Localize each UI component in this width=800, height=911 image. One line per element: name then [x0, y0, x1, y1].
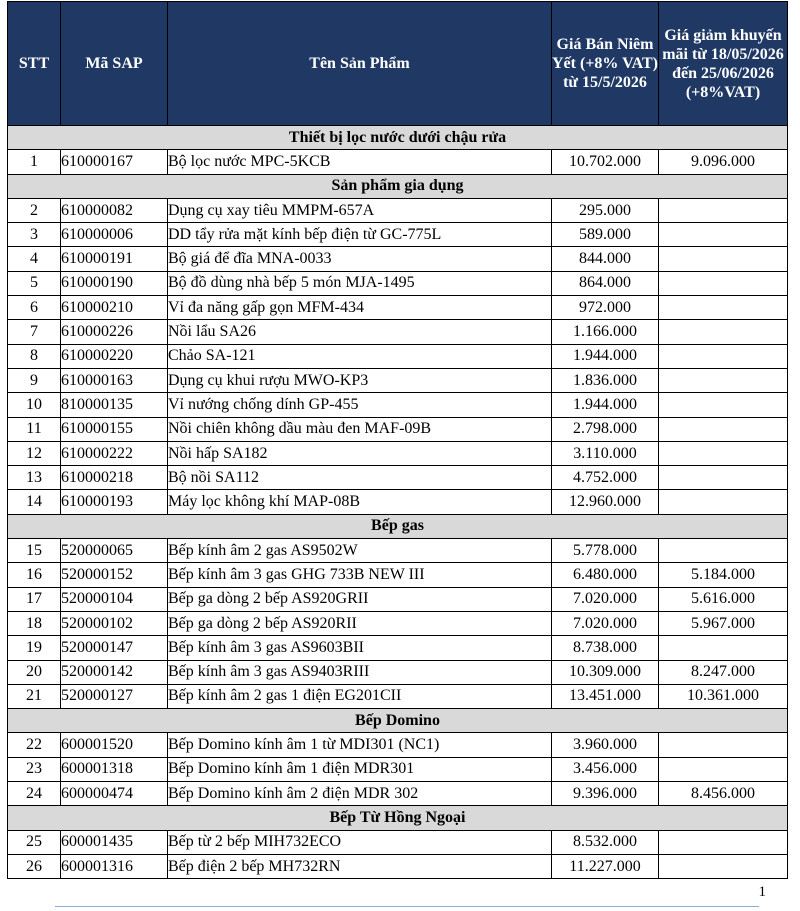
- row-promo-price: [659, 320, 788, 344]
- category-row: [8, 126, 788, 150]
- row-product-name: Vỉ đa năng gấp gọn MFM-434: [168, 296, 552, 320]
- category-row: [8, 514, 788, 538]
- page-number: 1: [758, 884, 766, 900]
- row-promo-price: [659, 198, 788, 222]
- row-list-price: 7.020.000: [552, 611, 659, 635]
- row-sap-code: 520000142: [61, 660, 168, 684]
- table-row: [8, 296, 788, 320]
- row-sap-code: 610000155: [61, 417, 168, 441]
- category-row: [8, 806, 788, 830]
- table-row: [8, 830, 788, 854]
- table-row: [8, 344, 788, 368]
- table-row: [8, 611, 788, 635]
- header-promo-price: Giá giảm khuyến mãi từ 18/05/2026 đến 25/06/2026 (+8%VAT): [659, 2, 788, 126]
- row-promo-price: [659, 490, 788, 514]
- row-sap-code: 600001318: [61, 757, 168, 781]
- row-stt: 24: [8, 782, 61, 806]
- header-stt: STT: [8, 2, 61, 126]
- category-title: Thiết bị lọc nước dưới chậu rửa: [8, 126, 788, 150]
- row-sap-code: 600001435: [61, 830, 168, 854]
- row-sap-code: 610000218: [61, 466, 168, 490]
- row-list-price: 1.944.000: [552, 344, 659, 368]
- row-promo-price: [659, 733, 788, 757]
- row-promo-price: [659, 830, 788, 854]
- row-list-price: 1.944.000: [552, 393, 659, 417]
- row-product-name: Bộ nồi SA112: [168, 466, 552, 490]
- table-row: [8, 587, 788, 611]
- row-stt: 12: [8, 441, 61, 465]
- row-stt: 7: [8, 320, 61, 344]
- table-row: [8, 320, 788, 344]
- row-stt: 20: [8, 660, 61, 684]
- table-row: [8, 223, 788, 247]
- row-sap-code: 610000193: [61, 490, 168, 514]
- row-stt: 3: [8, 223, 61, 247]
- table-row: [8, 660, 788, 684]
- category-title: Sản phẩm gia dụng: [8, 174, 788, 198]
- row-sap-code: 520000127: [61, 684, 168, 708]
- table-row: [8, 198, 788, 222]
- row-stt: 16: [8, 563, 61, 587]
- row-stt: 15: [8, 539, 61, 563]
- row-sap-code: 520000065: [61, 539, 168, 563]
- row-sap-code: 810000135: [61, 393, 168, 417]
- row-promo-price: [659, 854, 788, 878]
- table-row: [8, 393, 788, 417]
- row-sap-code: 610000190: [61, 271, 168, 295]
- table-row: [8, 854, 788, 878]
- row-product-name: Bếp Domino kính âm 1 từ MDI301 (NC1): [168, 733, 552, 757]
- table-row: [8, 368, 788, 392]
- row-stt: 5: [8, 271, 61, 295]
- row-promo-price: 5.967.000: [659, 611, 788, 635]
- row-product-name: Bộ giá để đĩa MNA-0033: [168, 247, 552, 271]
- row-stt: 18: [8, 611, 61, 635]
- table-row: [8, 417, 788, 441]
- row-promo-price: [659, 296, 788, 320]
- row-list-price: 10.309.000: [552, 660, 659, 684]
- table-row: [8, 441, 788, 465]
- row-product-name: Bộ đồ dùng nhà bếp 5 món MJA-1495: [168, 271, 552, 295]
- row-promo-price: 9.096.000: [659, 150, 788, 174]
- row-list-price: 589.000: [552, 223, 659, 247]
- category-row: [8, 709, 788, 733]
- row-stt: 8: [8, 344, 61, 368]
- row-list-price: 11.227.000: [552, 854, 659, 878]
- row-sap-code: 600000474: [61, 782, 168, 806]
- table-row: [8, 733, 788, 757]
- row-promo-price: [659, 466, 788, 490]
- row-stt: 1: [8, 150, 61, 174]
- row-list-price: 972.000: [552, 296, 659, 320]
- row-promo-price: 5.616.000: [659, 587, 788, 611]
- row-list-price: 12.960.000: [552, 490, 659, 514]
- row-promo-price: [659, 223, 788, 247]
- row-list-price: 864.000: [552, 271, 659, 295]
- row-product-name: Vỉ nướng chống dính GP-455: [168, 393, 552, 417]
- row-product-name: Bếp ga dòng 2 bếp AS920GRII: [168, 587, 552, 611]
- table-row: [8, 271, 788, 295]
- row-list-price: 3.960.000: [552, 733, 659, 757]
- footer-divider: [55, 906, 759, 907]
- row-list-price: 1.166.000: [552, 320, 659, 344]
- row-stt: 22: [8, 733, 61, 757]
- row-promo-price: [659, 417, 788, 441]
- table-row: [8, 563, 788, 587]
- row-product-name: Dụng cụ xay tiêu MMPM-657A: [168, 198, 552, 222]
- row-product-name: Nồi lẩu SA26: [168, 320, 552, 344]
- row-stt: 19: [8, 636, 61, 660]
- row-sap-code: 610000222: [61, 441, 168, 465]
- row-stt: 6: [8, 296, 61, 320]
- row-list-price: 6.480.000: [552, 563, 659, 587]
- row-list-price: 3.456.000: [552, 757, 659, 781]
- category-title: Bếp Domino: [8, 709, 788, 733]
- row-promo-price: [659, 247, 788, 271]
- row-list-price: 4.752.000: [552, 466, 659, 490]
- row-product-name: Bếp kính âm 3 gas AS9403RIII: [168, 660, 552, 684]
- row-product-name: Bếp kính âm 3 gas AS9603BII: [168, 636, 552, 660]
- table-row: [8, 466, 788, 490]
- row-list-price: 8.532.000: [552, 830, 659, 854]
- row-sap-code: 610000220: [61, 344, 168, 368]
- row-product-name: Bếp từ 2 bếp MIH732ECO: [168, 830, 552, 854]
- row-product-name: Bộ lọc nước MPC-5KCB: [168, 150, 552, 174]
- row-product-name: Bếp kính âm 2 gas 1 điện EG201CII: [168, 684, 552, 708]
- row-product-name: Máy lọc không khí MAP-08B: [168, 490, 552, 514]
- row-list-price: 2.798.000: [552, 417, 659, 441]
- row-stt: 23: [8, 757, 61, 781]
- row-promo-price: 8.456.000: [659, 782, 788, 806]
- row-promo-price: [659, 441, 788, 465]
- header-row: [8, 2, 788, 126]
- row-list-price: 8.738.000: [552, 636, 659, 660]
- row-product-name: Dụng cụ khui rượu MWO-KP3: [168, 368, 552, 392]
- row-product-name: Chảo SA-121: [168, 344, 552, 368]
- row-sap-code: 520000147: [61, 636, 168, 660]
- row-list-price: 9.396.000: [552, 782, 659, 806]
- row-product-name: Bếp Domino kính âm 1 điện MDR301: [168, 757, 552, 781]
- row-stt: 9: [8, 368, 61, 392]
- row-stt: 2: [8, 198, 61, 222]
- row-stt: 26: [8, 854, 61, 878]
- table-row: [8, 782, 788, 806]
- row-sap-code: 610000006: [61, 223, 168, 247]
- row-sap-code: 610000210: [61, 296, 168, 320]
- category-title: Bếp Từ Hồng Ngoại: [8, 806, 788, 830]
- row-stt: 14: [8, 490, 61, 514]
- row-product-name: Bếp Domino kính âm 2 điện MDR 302: [168, 782, 552, 806]
- row-product-name: Bếp ga dòng 2 bếp AS920RII: [168, 611, 552, 635]
- row-promo-price: [659, 393, 788, 417]
- row-product-name: Nồi hấp SA182: [168, 441, 552, 465]
- table-row: [8, 757, 788, 781]
- row-stt: 25: [8, 830, 61, 854]
- table-row: [8, 636, 788, 660]
- row-stt: 17: [8, 587, 61, 611]
- table-row: [8, 247, 788, 271]
- row-sap-code: 600001520: [61, 733, 168, 757]
- row-list-price: 295.000: [552, 198, 659, 222]
- category-row: [8, 174, 788, 198]
- row-product-name: DD tẩy rửa mặt kính bếp điện từ GC-775L: [168, 223, 552, 247]
- row-promo-price: [659, 757, 788, 781]
- table-row: [8, 539, 788, 563]
- header-sap-code: Mã SAP: [61, 2, 168, 126]
- row-list-price: 13.451.000: [552, 684, 659, 708]
- row-sap-code: 520000102: [61, 611, 168, 635]
- table-row: [8, 490, 788, 514]
- row-promo-price: 8.247.000: [659, 660, 788, 684]
- row-promo-price: [659, 539, 788, 563]
- row-sap-code: 610000191: [61, 247, 168, 271]
- row-promo-price: 5.184.000: [659, 563, 788, 587]
- row-promo-price: [659, 636, 788, 660]
- row-sap-code: 600001316: [61, 854, 168, 878]
- row-list-price: 3.110.000: [552, 441, 659, 465]
- row-sap-code: 520000152: [61, 563, 168, 587]
- row-stt: 13: [8, 466, 61, 490]
- header-product-name: Tên Sản Phẩm: [168, 2, 552, 126]
- table-row: [8, 150, 788, 174]
- row-list-price: 10.702.000: [552, 150, 659, 174]
- row-product-name: Nồi chiên không dầu màu đen MAF-09B: [168, 417, 552, 441]
- row-stt: 21: [8, 684, 61, 708]
- row-list-price: 7.020.000: [552, 587, 659, 611]
- row-promo-price: [659, 271, 788, 295]
- header-list-price: Giá Bán Niêm Yết (+8% VAT) từ 15/5/2026: [552, 2, 659, 126]
- price-table: [7, 1, 788, 879]
- row-stt: 4: [8, 247, 61, 271]
- row-product-name: Bếp kính âm 2 gas AS9502W: [168, 539, 552, 563]
- row-list-price: 5.778.000: [552, 539, 659, 563]
- row-promo-price: [659, 344, 788, 368]
- table-row: [8, 684, 788, 708]
- table-body: [8, 126, 788, 879]
- row-list-price: 844.000: [552, 247, 659, 271]
- row-promo-price: [659, 368, 788, 392]
- category-title: Bếp gas: [8, 514, 788, 538]
- row-promo-price: 10.361.000: [659, 684, 788, 708]
- row-sap-code: 610000226: [61, 320, 168, 344]
- row-sap-code: 610000082: [61, 198, 168, 222]
- row-product-name: Bếp kính âm 3 gas GHG 733B NEW III: [168, 563, 552, 587]
- row-product-name: Bếp điện 2 bếp MH732RN: [168, 854, 552, 878]
- row-stt: 11: [8, 417, 61, 441]
- row-stt: 10: [8, 393, 61, 417]
- row-sap-code: 610000167: [61, 150, 168, 174]
- row-sap-code: 520000104: [61, 587, 168, 611]
- row-sap-code: 610000163: [61, 368, 168, 392]
- row-list-price: 1.836.000: [552, 368, 659, 392]
